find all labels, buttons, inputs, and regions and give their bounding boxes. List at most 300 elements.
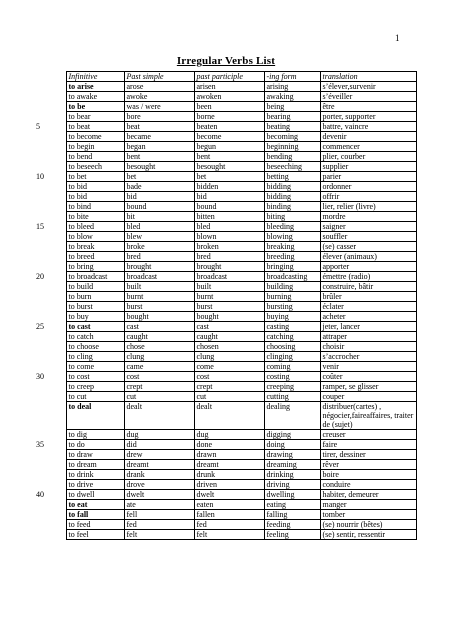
past-participle-cell: done [194,440,264,450]
verb-rows [36,82,416,540]
past-simple-cell: brought [124,262,194,272]
row-number: 10 [36,171,44,181]
past-simple-cell: drank [124,470,194,480]
past-participle-cell: drunk [194,470,264,480]
past-simple-cell: cost [124,372,194,382]
infinitive-cell: to broadcast [66,272,124,282]
infinitive-cell: to bleed [66,222,124,232]
past-simple-cell: broke [124,242,194,252]
infinitive-cell: to cast [66,322,124,332]
past-simple-cell: bred [124,252,194,262]
past-simple-cell: bid [124,192,194,202]
translation-cell: souffler [320,232,416,242]
ing-form-cell: dreaming [264,460,320,470]
translation-cell: être [320,102,416,112]
past-simple-cell: arose [124,82,194,92]
table-row [36,252,416,262]
table-row [36,152,416,162]
ing-form-cell: bending [264,152,320,162]
ing-form-cell: breaking [264,242,320,252]
past-participle-cell: cut [194,392,264,402]
table-row [36,142,416,152]
ing-form-cell: dwelling [264,490,320,500]
row-number [36,112,66,122]
infinitive-cell: to break [66,242,124,252]
table-row [36,450,416,460]
ing-form-cell: dealing [264,402,320,430]
past-simple-cell: bet [124,172,194,182]
table-row [36,292,416,302]
infinitive-cell: to drink [66,470,124,480]
ing-form-cell: driving [264,480,320,490]
row-number [36,392,66,402]
table-row [36,530,416,540]
translation-cell: couper [320,392,416,402]
past-participle-cell: burst [194,302,264,312]
table-row [36,382,416,392]
infinitive-cell: to dig [66,430,124,440]
row-number [36,192,66,202]
row-number: 20 [36,271,44,281]
past-simple-cell: became [124,132,194,142]
past-participle-cell: dreamt [194,460,264,470]
past-participle-cell: felt [194,530,264,540]
column-header-past-simple: Past simple [124,72,194,82]
ing-form-cell: burning [264,292,320,302]
past-simple-cell: chose [124,342,194,352]
row-number [36,450,66,460]
row-number: 5 [36,121,40,131]
translation-cell: lier, relier (livre) [320,202,416,212]
row-number [36,82,66,92]
translation-cell: ordonner [320,182,416,192]
infinitive-cell: to cling [66,352,124,362]
past-participle-cell: fallen [194,510,264,520]
translation-cell: mordre [320,212,416,222]
past-participle-cell: come [194,362,264,372]
past-participle-cell: caught [194,332,264,342]
ing-form-cell: bleeding [264,222,320,232]
past-participle-cell: blown [194,232,264,242]
ing-form-cell: blowing [264,232,320,242]
table-row [36,132,416,142]
table-row [36,232,416,242]
row-number [36,142,66,152]
row-number [36,102,66,112]
row-number [36,312,66,322]
row-number [36,460,66,470]
table-row [36,242,416,252]
ing-form-cell: doing [264,440,320,450]
past-participle-cell: driven [194,480,264,490]
past-participle-cell: bred [194,252,264,262]
translation-cell: tirer, dessiner [320,450,416,460]
column-header-translation: translation [320,72,416,82]
past-participle-cell: broken [194,242,264,252]
table-row [36,510,416,520]
translation-cell: plier, courber [320,152,416,162]
table-row [36,392,416,402]
column-header-past-participle: past participle [194,72,264,82]
translation-cell: rêver [320,460,416,470]
past-participle-cell: bidden [194,182,264,192]
row-number [36,402,66,430]
translation-cell: battre, vaincre [320,122,416,132]
ing-form-cell: bidding [264,192,320,202]
row-number [36,292,66,302]
translation-cell: (se) nourrir (bêtes) [320,520,416,530]
table-row [36,102,416,112]
table-row [36,342,416,352]
ing-form-cell: beating [264,122,320,132]
table-row [36,520,416,530]
past-participle-cell: bound [194,202,264,212]
row-number: 40 [36,489,44,499]
row-number [36,92,66,102]
infinitive-cell: to bid [66,182,124,192]
infinitive-cell: to become [66,132,124,142]
translation-cell: supplier [320,162,416,172]
row-number [36,152,66,162]
past-simple-cell: dreamt [124,460,194,470]
infinitive-cell: to catch [66,332,124,342]
past-participle-cell: become [194,132,264,142]
table-row [36,192,416,202]
translation-cell: attraper [320,332,416,342]
translation-cell: conduire [320,480,416,490]
infinitive-cell: to do [66,440,124,450]
table-row [36,490,416,500]
table-row [36,112,416,122]
past-simple-cell: beat [124,122,194,132]
table-row [36,332,416,342]
infinitive-cell: to buy [66,312,124,322]
past-participle-cell: clung [194,352,264,362]
row-number [36,242,66,252]
ing-form-cell: costing [264,372,320,382]
document-title: Irregular Verbs List [176,55,276,67]
row-number [36,510,66,520]
infinitive-cell: to bend [66,152,124,162]
ing-form-cell: bearing [264,112,320,122]
past-participle-cell: bled [194,222,264,232]
translation-cell: jeter, lancer [320,322,416,332]
infinitive-cell: to come [66,362,124,372]
translation-cell: ramper, se glisser [320,382,416,392]
past-participle-cell: eaten [194,500,264,510]
infinitive-cell: to cut [66,392,124,402]
infinitive-cell: to creep [66,382,124,392]
row-number [36,302,66,312]
past-participle-cell: burnt [194,292,264,302]
row-number [36,212,66,222]
infinitive-cell: to fall [66,510,124,520]
ing-form-cell: casting [264,322,320,332]
past-participle-cell: dealt [194,402,264,430]
table-row [36,202,416,212]
ing-form-cell: falling [264,510,320,520]
ing-form-cell: coming [264,362,320,372]
ing-form-cell: drawing [264,450,320,460]
table-row [36,222,416,232]
infinitive-cell: to bite [66,212,124,222]
past-simple-cell: fell [124,510,194,520]
row-number [36,132,66,142]
past-participle-cell: been [194,102,264,112]
ing-form-cell: eating [264,500,320,510]
translation-cell: saigner [320,222,416,232]
past-participle-cell: brought [194,262,264,272]
past-simple-cell: began [124,142,194,152]
infinitive-cell: to bear [66,112,124,122]
past-simple-cell: was / were [124,102,194,112]
past-simple-cell: drove [124,480,194,490]
row-number: 30 [36,371,44,381]
row-number [36,530,66,540]
translation-cell: distribuer(cartes) , négocier,faireaffaires, traiter de (sujet) [320,402,416,430]
translation-cell: s’éveiller [320,92,416,102]
translation-cell: offrir [320,192,416,202]
translation-cell: faire [320,440,416,450]
table-row [36,352,416,362]
past-participle-cell: bitten [194,212,264,222]
row-number [36,520,66,530]
past-simple-cell: fed [124,520,194,530]
row-number [36,252,66,262]
table-row [36,362,416,372]
past-participle-cell: dwelt [194,490,264,500]
past-participle-cell: dug [194,430,264,440]
ing-form-cell: arising [264,82,320,92]
past-simple-cell: felt [124,530,194,540]
translation-cell: acheter [320,312,416,322]
past-simple-cell: awoke [124,92,194,102]
ing-form-cell: broadcasting [264,272,320,282]
past-simple-cell: dwelt [124,490,194,500]
infinitive-cell: to beat [66,122,124,132]
row-number [36,182,66,192]
ing-form-cell: drinking [264,470,320,480]
past-simple-cell: bled [124,222,194,232]
past-participle-cell: cast [194,322,264,332]
row-number [36,470,66,480]
column-header-infinitive: Infinitive [66,72,124,82]
past-participle-cell: bought [194,312,264,322]
past-participle-cell: chosen [194,342,264,352]
ing-form-cell: cutting [264,392,320,402]
infinitive-cell: to dwell [66,490,124,500]
past-simple-cell: burnt [124,292,194,302]
table-row [36,440,416,450]
page-number: 1 [395,33,400,43]
past-participle-cell: broadcast [194,272,264,282]
table-row [36,282,416,292]
ing-form-cell: beginning [264,142,320,152]
row-number [36,232,66,242]
table-row [36,272,416,282]
row-number [36,282,66,292]
row-number [36,382,66,392]
translation-cell: habiter, demeurer [320,490,416,500]
past-simple-cell: bit [124,212,194,222]
past-simple-cell: built [124,282,194,292]
translation-cell: boire [320,470,416,480]
ing-form-cell: breeding [264,252,320,262]
infinitive-cell: to drive [66,480,124,490]
past-simple-cell: bade [124,182,194,192]
translation-cell: parier [320,172,416,182]
row-number [36,352,66,362]
row-number: 25 [36,321,44,331]
infinitive-cell: to arise [66,82,124,92]
translation-cell: coûter [320,372,416,382]
ing-form-cell: being [264,102,320,112]
row-number [36,362,66,372]
row-number [36,430,66,440]
past-simple-cell: besought [124,162,194,172]
row-number: 15 [36,221,44,231]
translation-cell: manger [320,500,416,510]
translation-cell: s’élever,survenir [320,82,416,92]
ing-form-cell: betting [264,172,320,182]
ing-form-cell: digging [264,430,320,440]
past-simple-cell: bound [124,202,194,212]
past-simple-cell: clung [124,352,194,362]
ing-form-cell: clinging [264,352,320,362]
table-row [36,480,416,490]
row-number [36,480,66,490]
table-row [36,172,416,182]
past-simple-cell: bent [124,152,194,162]
translation-cell: (se) casser [320,242,416,252]
past-participle-cell: arisen [194,82,264,92]
past-simple-cell: ate [124,500,194,510]
past-participle-cell: fed [194,520,264,530]
infinitive-cell: to feel [66,530,124,540]
translation-cell: choisir [320,342,416,352]
past-simple-cell: cut [124,392,194,402]
past-simple-cell: burst [124,302,194,312]
ing-form-cell: awaking [264,92,320,102]
row-number [36,500,66,510]
table-row [36,322,416,332]
ing-form-cell: bidding [264,182,320,192]
translation-cell: tomber [320,510,416,520]
ing-form-cell: bringing [264,262,320,272]
translation-cell: creuser [320,430,416,440]
ing-form-cell: binding [264,202,320,212]
row-number [36,262,66,272]
infinitive-cell: to eat [66,500,124,510]
infinitive-cell: to feed [66,520,124,530]
infinitive-cell: to bet [66,172,124,182]
past-participle-cell: bid [194,192,264,202]
ing-form-cell: choosing [264,342,320,352]
past-simple-cell: blew [124,232,194,242]
table-row [36,82,416,92]
infinitive-cell: to burn [66,292,124,302]
table-row [36,460,416,470]
table-row [36,500,416,510]
translation-cell: brûler [320,292,416,302]
past-simple-cell: did [124,440,194,450]
past-simple-cell: bought [124,312,194,322]
translation-cell: élever (animaux) [320,252,416,262]
past-simple-cell: came [124,362,194,372]
table-row [36,470,416,480]
past-participle-cell: built [194,282,264,292]
translation-cell: venir [320,362,416,372]
ing-form-cell: creeping [264,382,320,392]
ing-form-cell: building [264,282,320,292]
past-simple-cell: bore [124,112,194,122]
table-row [36,430,416,440]
table-row [36,92,416,102]
table-row [36,302,416,312]
translation-cell: porter, supporter [320,112,416,122]
ing-form-cell: feeding [264,520,320,530]
past-simple-cell: broadcast [124,272,194,282]
ing-form-cell: buying [264,312,320,322]
table-row [36,372,416,382]
past-participle-cell: drawn [194,450,264,460]
ing-form-cell: biting [264,212,320,222]
translation-cell: s’accrocher [320,352,416,362]
infinitive-cell: to dream [66,460,124,470]
row-number [36,202,66,212]
past-participle-cell: beaten [194,122,264,132]
translation-cell: émettre (radio) [320,272,416,282]
ing-form-cell: feeling [264,530,320,540]
infinitive-cell: to build [66,282,124,292]
infinitive-cell: to beseech [66,162,124,172]
infinitive-cell: to bring [66,262,124,272]
translation-cell: apporter [320,262,416,272]
table-row [36,262,416,272]
table-header-row [36,72,416,82]
past-participle-cell: awoken [194,92,264,102]
ing-form-cell: beseeching [264,162,320,172]
column-header-ing-form: -ing form [264,72,320,82]
infinitive-cell: to be [66,102,124,112]
infinitive-cell: to draw [66,450,124,460]
past-participle-cell: begun [194,142,264,152]
infinitive-cell: to choose [66,342,124,352]
past-simple-cell: caught [124,332,194,342]
past-participle-cell: bet [194,172,264,182]
infinitive-cell: to breed [66,252,124,262]
past-simple-cell: dug [124,430,194,440]
translation-cell: devenir [320,132,416,142]
table-row [36,402,416,430]
past-participle-cell: cost [194,372,264,382]
infinitive-cell: to bind [66,202,124,212]
infinitive-cell: to blow [66,232,124,242]
past-simple-cell: drew [124,450,194,460]
irregular-verbs-table [36,71,417,540]
table-row [36,312,416,322]
table-row [36,122,416,132]
table-row [36,182,416,192]
infinitive-cell: to bid [66,192,124,202]
ing-form-cell: catching [264,332,320,342]
past-simple-cell: cast [124,322,194,332]
row-number-header [36,72,66,82]
past-participle-cell: borne [194,112,264,122]
past-simple-cell: dealt [124,402,194,430]
infinitive-cell: to begin [66,142,124,152]
past-simple-cell: crept [124,382,194,392]
